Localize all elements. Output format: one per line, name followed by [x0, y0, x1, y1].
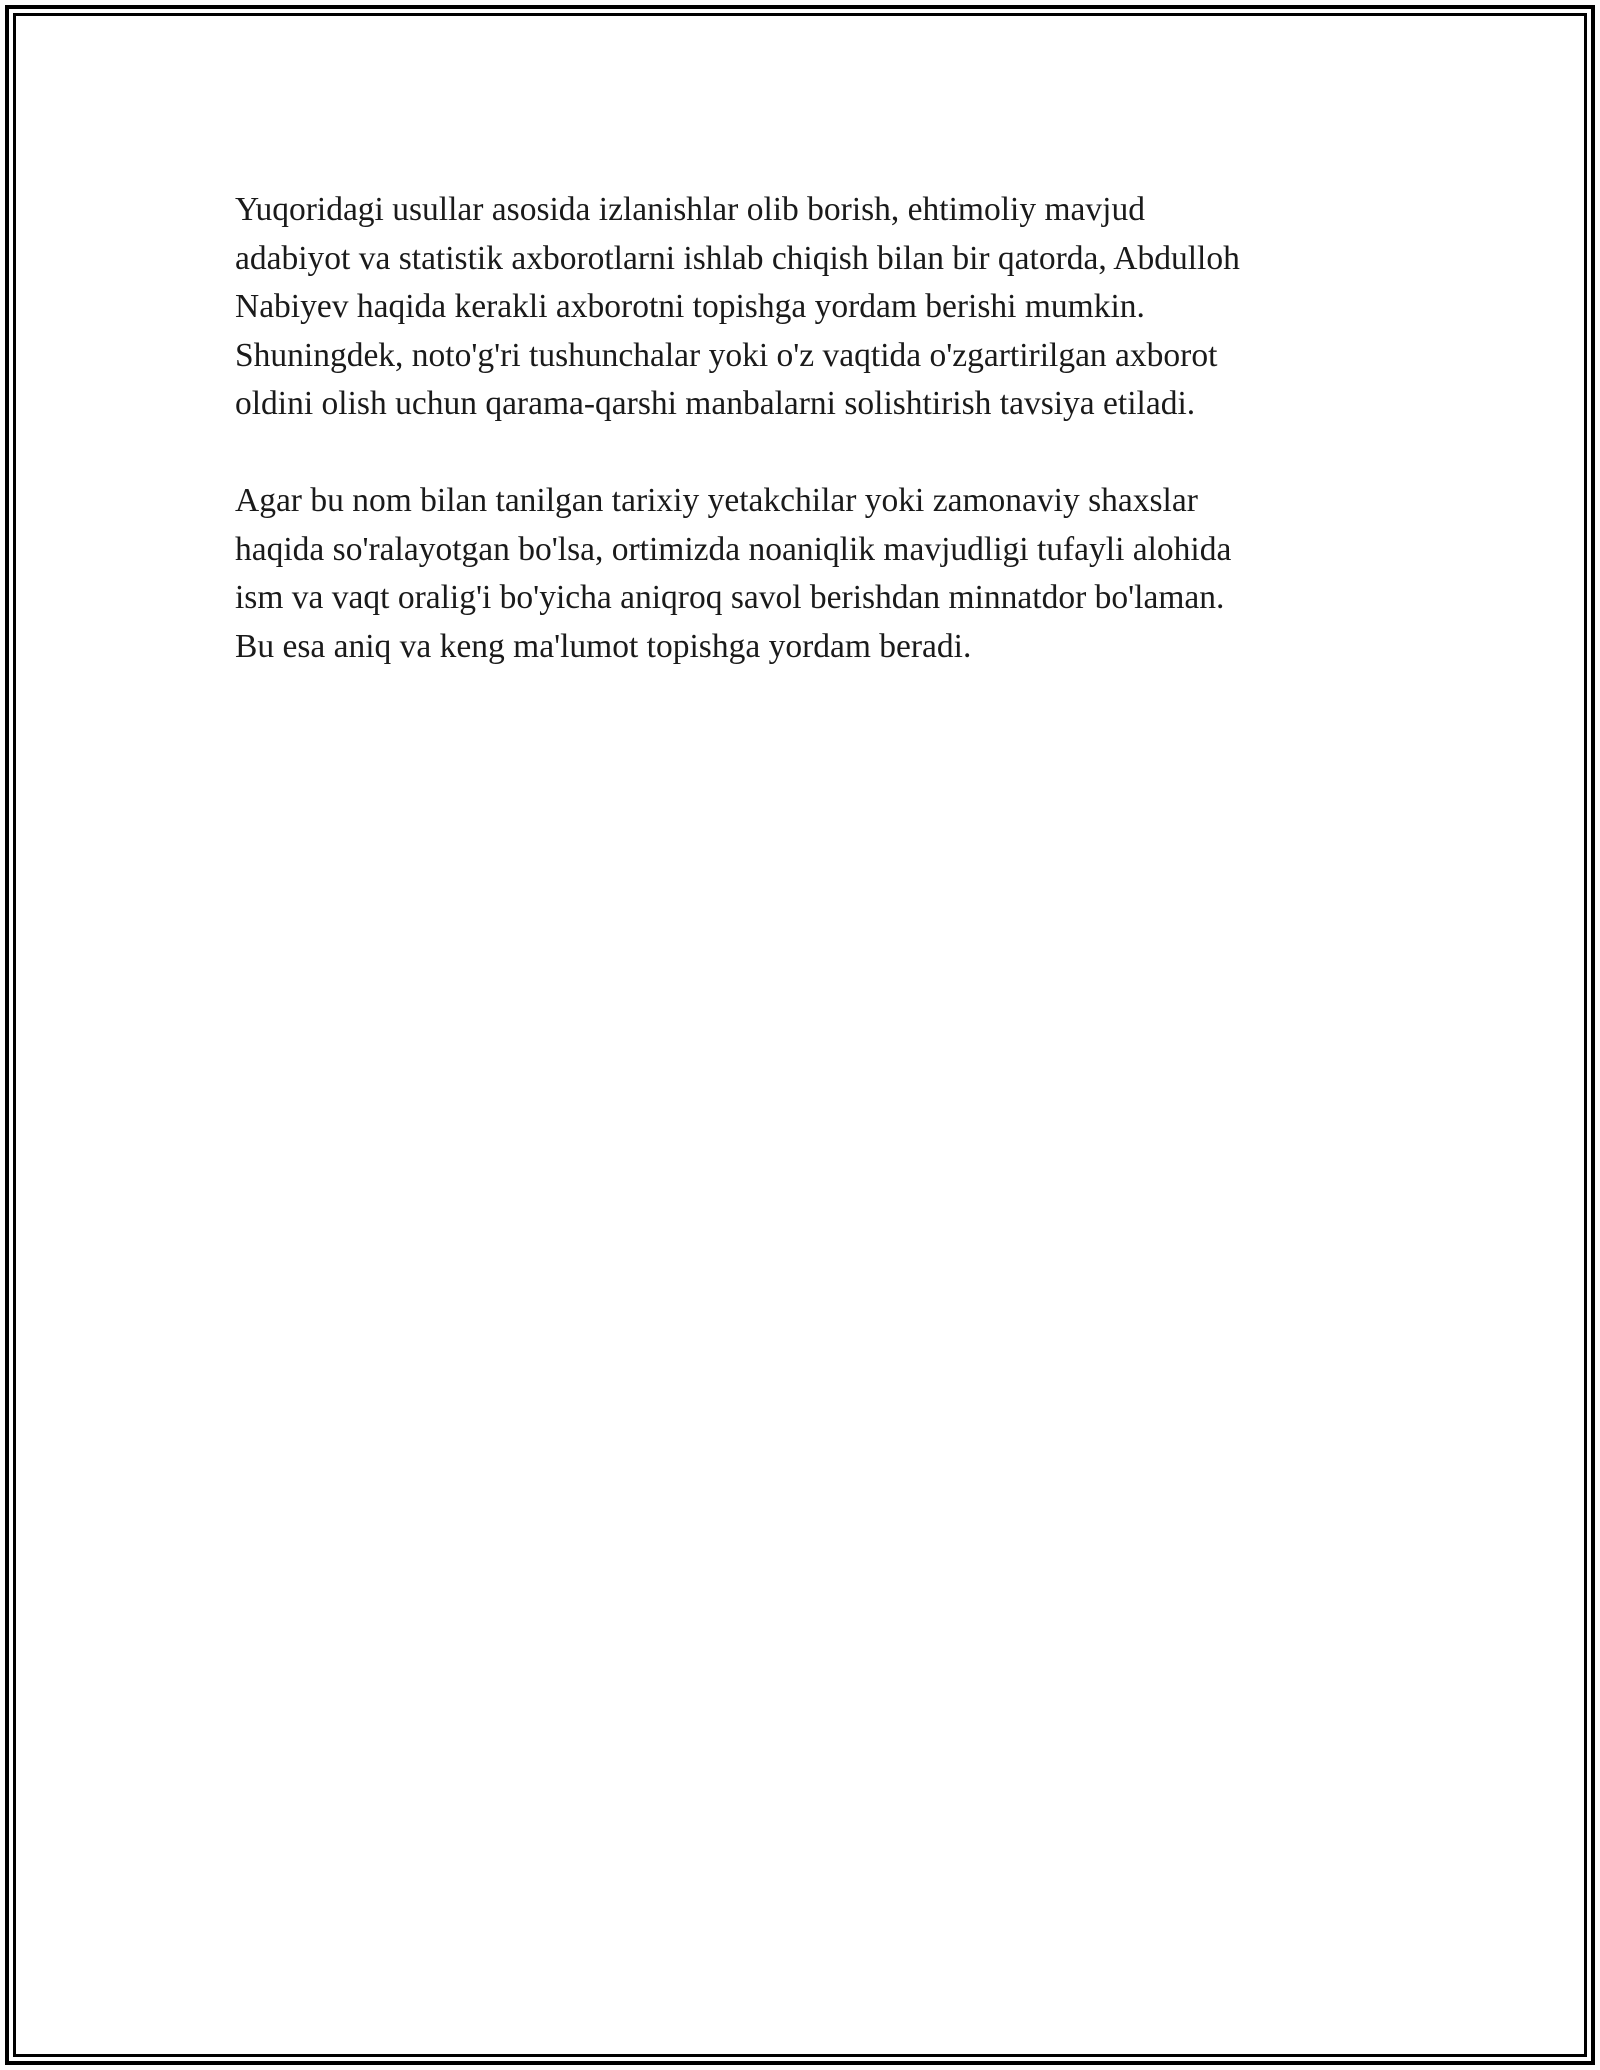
text-line: Yuqoridagi usullar asosida izlanishlar olib borish, ehtimoliy mavjud	[235, 191, 1145, 228]
text-line: oldini olish uchun qarama-qarshi manbalarni solishtirish tavsiya etiladi.	[235, 385, 1196, 422]
text-line: Nabiyev haqida kerakli axborotni topishga yordam berishi mumkin.	[235, 288, 1145, 325]
text-line: haqida so'ralayotgan bo'lsa, ortimizda noaniqlik mavjudligi tufayli alohida	[235, 530, 1232, 568]
text-line: ism va vaqt oralig'i bo'yicha aniqroq savol berishdan minnatdor bo'laman.	[235, 579, 1225, 616]
text-line: Bu esa aniq va keng ma'lumot topishga yordam beradi.	[235, 627, 972, 665]
paragraph-1	[235, 186, 1365, 429]
paragraph-2	[235, 477, 1365, 671]
text-line: adabiyot va statistik axborotlarni ishlab chiqish bilan bir qatorda, Abdulloh	[235, 239, 1240, 277]
text-line: Agar bu nom bilan tanilgan tarixiy yetakchilar yoki zamonaviy shaxslar	[235, 482, 1198, 519]
text-line: Shuningdek, noto'g'ri tushunchalar yoki o'z vaqtida o'zgartirilgan axborot	[235, 336, 1218, 374]
document-body	[235, 186, 1365, 671]
